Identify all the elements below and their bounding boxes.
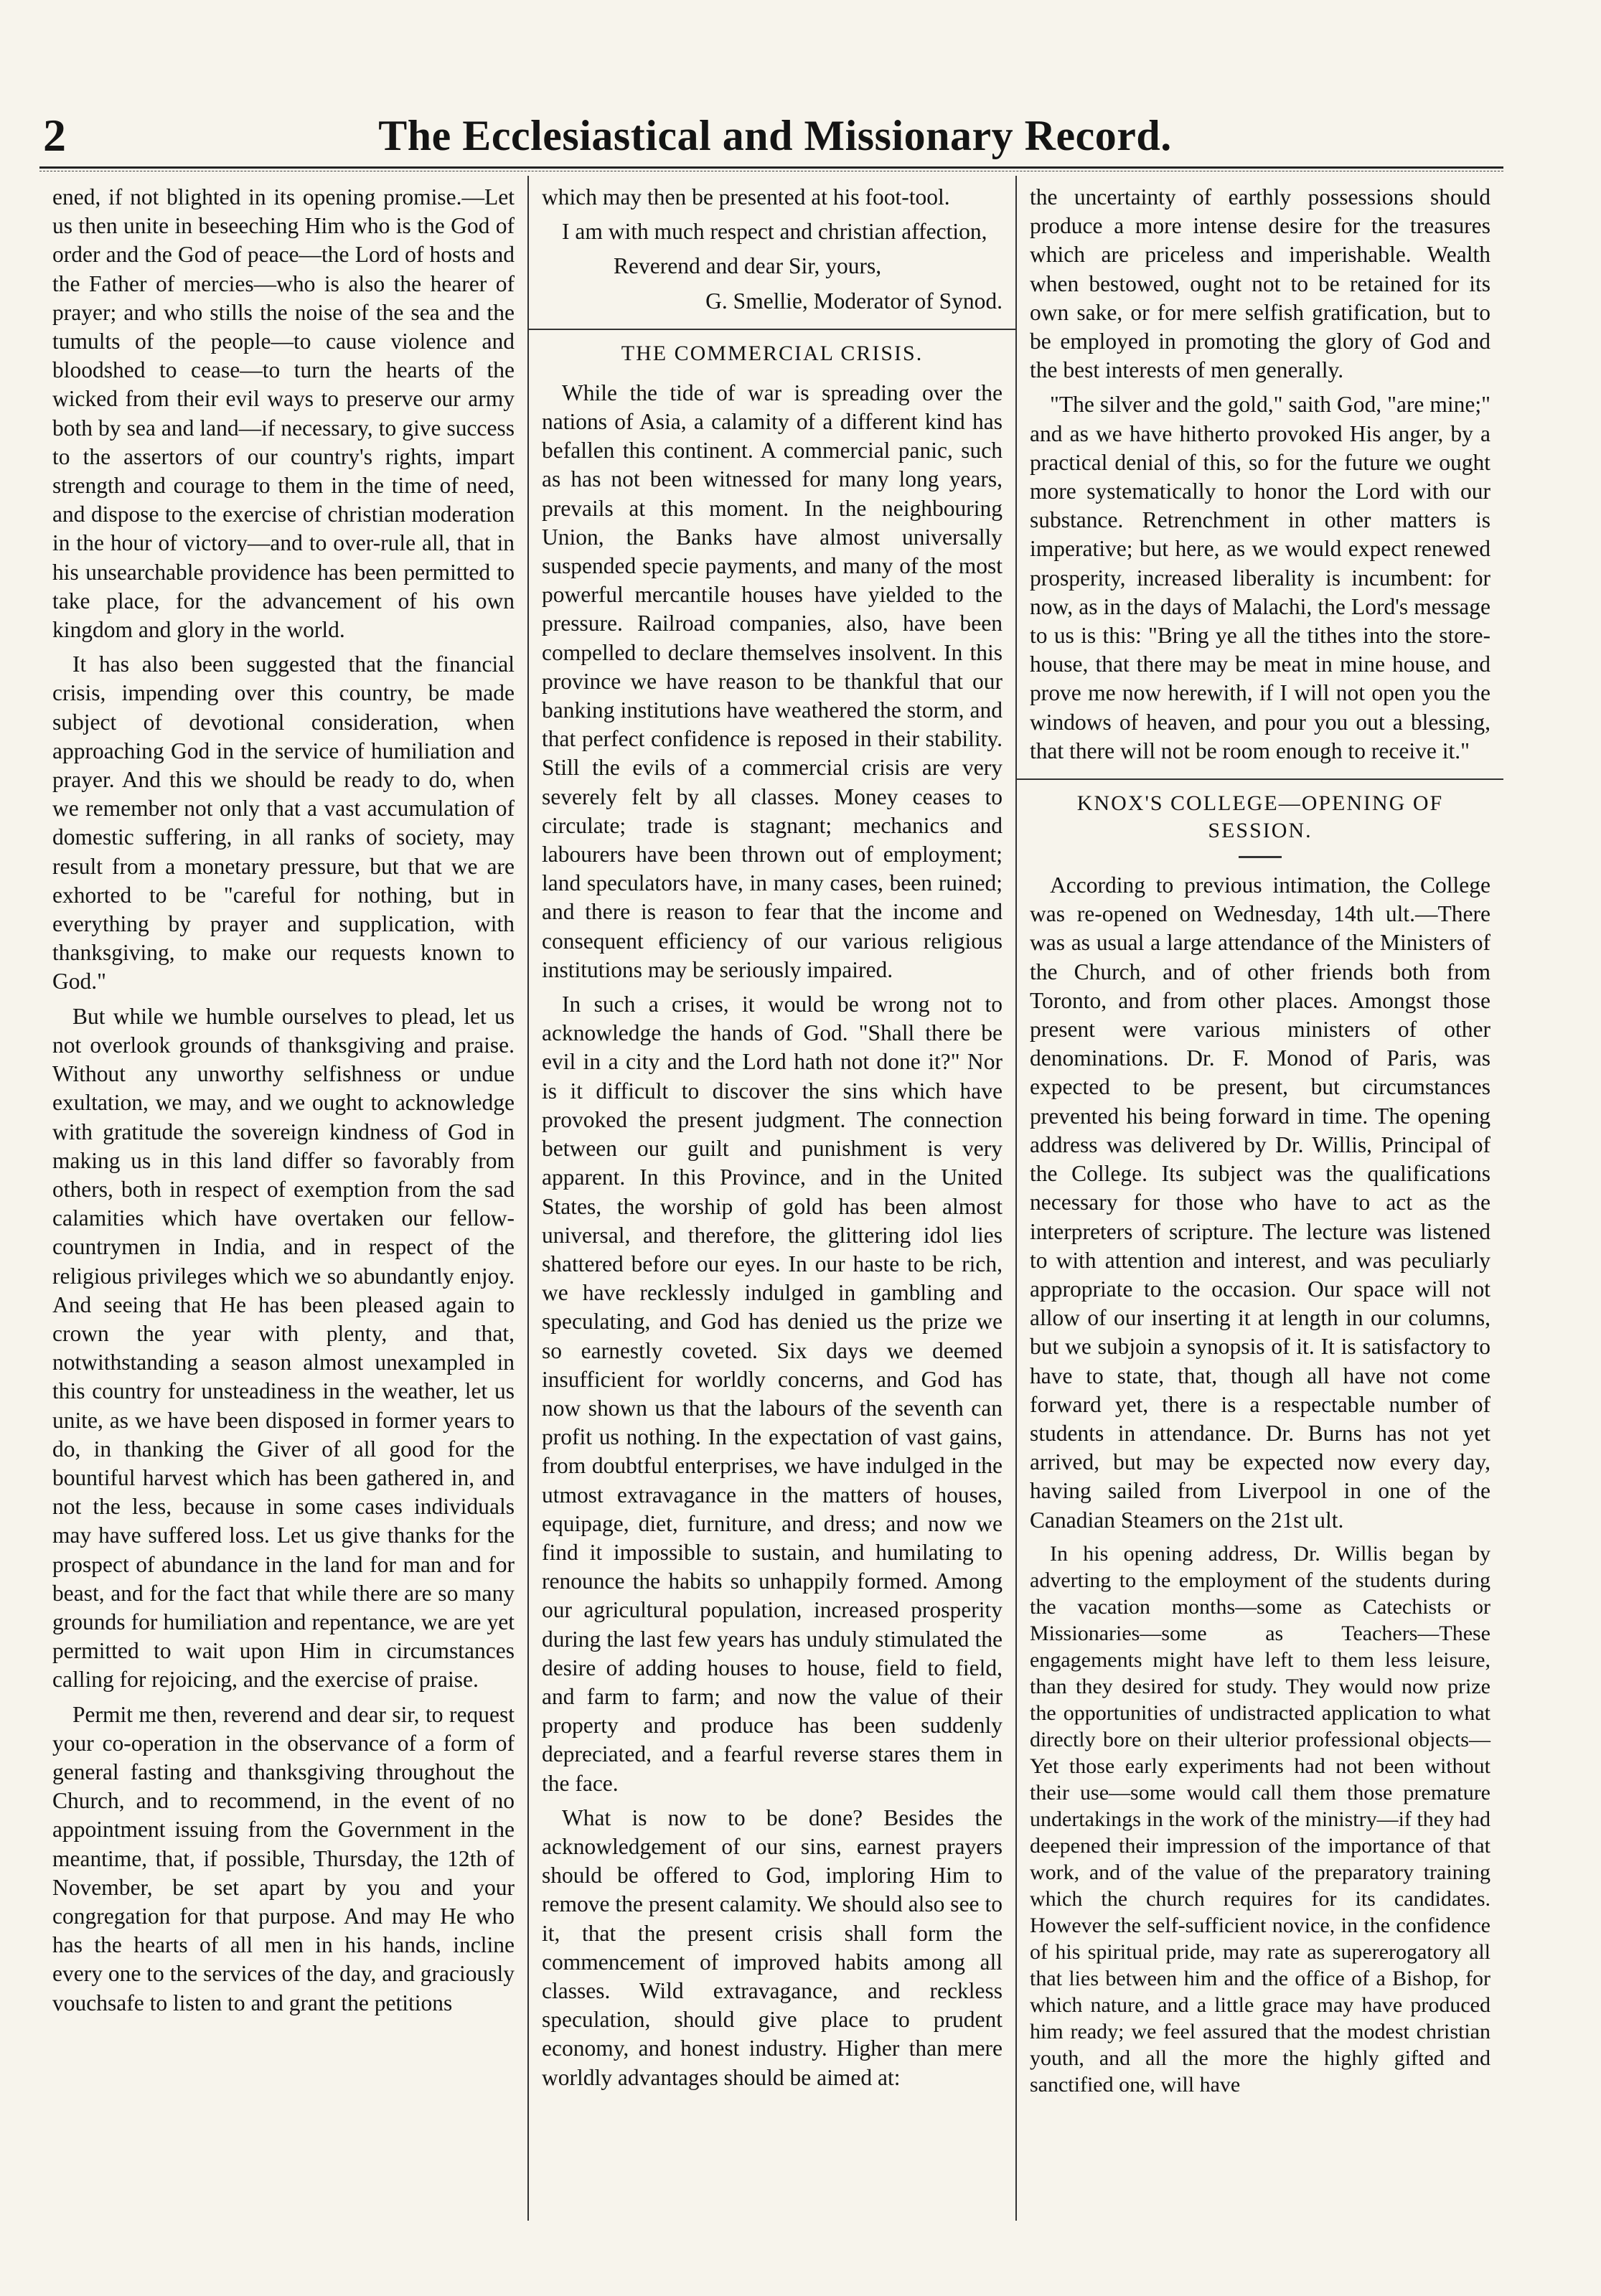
page-header (43, 108, 1507, 164)
article-columns (39, 176, 1507, 2221)
section-divider (1017, 778, 1503, 780)
masthead-title: The Ecclesiastical and Missionary Record. (378, 112, 1172, 159)
page-number: 2 (43, 110, 66, 161)
section-divider (529, 329, 1015, 330)
title-underline (1239, 856, 1282, 858)
section-title-knox-college: KNOX'S COLLEGE—OPENING OF SESSION. (1076, 791, 1444, 843)
letter-signature: G. Smellie, Moderator of Synod. (705, 288, 1003, 314)
paragraph: ened, if not blighted in its opening promise.—Let us then unite in beseeching Him who is the God of order and the God of peace—the Lord of hosts and the Father of mercies—who is also the hearer of prayer; and who stills the noise of the sea and the tumults of the people—to cause violence and bloodshed to cease—to turn the hearts of the wicked from their evil ways to preserve our army both by sea and land—if necessary, to give success to the assertors of our country's rights, impart strength and courage to them in the time of need, and dispose to the exercise of christian moderation in the hour of victory—and to over-rule all, that in his unsearchable providence has been permitted to take place, for the advancement of his own kingdom and glory in the world. (52, 184, 515, 643)
paragraph: But while we humble ourselves to plead, let us not overlook grounds of thanksgiving and praise. Without any unworthy selfishness or undue exultation, we may, and we ought to acknowledge with gratitude the sovereign kindness of God in making us in this land differ so favorably from others, both in respect of exemption from the sad calamities which have overtaken our fellow-countrymen in India, and in respect of the religious privileges which we so abundantly enjoy. And seeing that He has been pleased again to crown the year with plenty, and that, notwithstanding a season almost unexampled in this country for unsteadiness in the weather, let us unite, as we have been disposed in former years to do, in thanking the Giver of all good for the bountiful harvest which has been gathered in, and not the less, because in some cases individuals may have suffered loss. Let us give thanks for the prospect of abundance in the land for man and for beast, and for the fact that while there are so many grounds for humiliation and repentance, we are yet permitted to wait upon Him in circumstances calling for rejoicing, and the exercise of praise. (52, 1003, 515, 1693)
paragraph: In his opening address, Dr. Willis began by adverting to the employment of the students during the vacation months—some as Catechists or Missionaries—some as Teachers—These engagements might have left to them less leisure, than they desired for study. They would now prize the opportunities of undistracted application to what directly bore on their ulterior professional objects—Yet those early experiments had not been without their use—some would call them those premature undertakings in the work of the ministry—if they had deepened their impression of the importance of that work, and of the value of the preparatory training which the church requires for its candidates. However the self-sufficient novice, in the confidence of his spiritual pride, may rate as supererogatory all that lies between him and the office of a Bishop, for which nature, and a little grace may have produced him ready; we feel assured that the modest christian youth, and all the more the highly gifted and sanctified one, will have (1030, 1541, 1490, 2097)
paragraph: the uncertainty of earthly possessions should produce a more intense desire for the treasures which are priceless and imperishable. Wealth when bestowed, ought not to be retained for its own sake, or for mere selfish gratification, but to be employed in promoting the glory of God and the best interests of men generally. (1030, 184, 1490, 383)
letter-salutation: Reverend and dear Sir, yours, (614, 253, 882, 279)
section-title-commercial-crisis: THE COMMERCIAL CRISIS. (621, 341, 924, 365)
paragraph: While the tide of war is spreading over the nations of Asia, a calamity of a different kind has befallen this continent. A commercial panic, such as has not been witnessed for many long years, prevails at this moment. In the neighbouring Union, the Banks have almost universally suspended specie payments, and many of the most powerful mercantile houses have yielded to the pressure. Railroad companies, also, have been compelled to declare themselves insolvent. In this province we have reason to be thankful that our banking institutions have weathered the storm, and that perfect confidence is reposed in their stability. Still the evils of a commercial crisis are very severely felt by all classes. Money ceases to circulate; trade is stagnant; mechanics and labourers have been thrown out of employment; land speculators have, in many cases, been ruined; and there is reason to fear that the income and consequent efficiency of our various religious institutions may be seriously impaired. (542, 380, 1003, 982)
header-rule (39, 166, 1503, 169)
paragraph: What is now to be done? Besides the acknowledgement of our sins, earnest prayers should be offered to God, imploring Him to remove the present calamity. We should also see to it, that the present crisis shall form the commencement of improved habits among all classes. Wild extravagance, and reckless speculation, should give place to prudent economy, and honest industry. Higher than mere worldly advantages should be aimed at: (542, 1805, 1003, 2090)
column-2 (527, 176, 1015, 2221)
paragraph: I am with much respect and christian affection, (562, 219, 987, 245)
paragraph: In such a crises, it would be wrong not to acknowledge the hands of God. "Shall there be evil in a city and the Lord hath not done it?" Nor is it difficult to discover the sins which have provoked the present judgment. The connection between our guilt and punishment is very apparent. In this Province, and in the United States, the worship of gold has been almost universal, and therefore, the glittering idol lies shattered before our eyes. In our haste to be rich, we have recklessly indulged in gambling and speculating, and God has denied us the prize we so earnestly coveted. Six days we deemed insufficient for worldly concerns, and God has now shown us that the labours of the seventh can profit us nothing. In the expectation of vast gains, from doubtful enterprises, we have indulged in the utmost extravagance in the matters of houses, equipage, diet, furniture, and dress; and now we find it impossible to sustain, and humilating to renounce the habits so unhappily formed. Among our agricultural population, increased prosperity during the last few years has unduly stimulated the desire of adding houses to house, field to field, and farm to farm; and now the value of their property and produce has been suddenly depreciated, and a fearful reverse stares them in the face. (542, 992, 1003, 1796)
column-1 (39, 176, 527, 2221)
paragraph: It has also been suggested that the financial crisis, impending over this country, be made subject of devotional consideration, when approaching God in the service of humiliation and prayer. And this we should be ready to do, when we remember not only that a vast accumulation of domestic suffering, in all ranks of society, may result from a monetary pressure, but that we are exhorted to be "careful for nothing, but in everything by prayer and supplication, with thanksgiving, to make our requests known to God." (52, 651, 515, 994)
column-3 (1015, 176, 1503, 2221)
paragraph: Permit me then, reverend and dear sir, to request your co-operation in the observance of a form of general fasting and thanksgiving throughout the Church, and to recommend, in the event of no appointment issuing from the Government in the meantime, that, if possible, Thursday, the 12th of November, be set apart by you and your congregation for that purpose. And may He who has the hearts of all men in his hands, incline every one to the services of the day, and graciously vouchsafe to listen to and grant the petitions (52, 1701, 515, 2015)
paragraph: which may then be presented at his foot-tool. (542, 184, 950, 210)
paragraph: "The silver and the gold," saith God, "are mine;" and as we have hitherto provoked His anger, by a practical denial of this, so for the future we ought more systematically to honor the Lord with our substance. Retrenchment in other matters is imperative; but here, as we would expect renewed prosperity, increased liberality is incumbent: for now, as in the days of Malachi, the Lord's message to us is this: "Bring ye all the tithes into the store-house, that there may be meat in mine house, and prove me now herewith, if I will not open you the windows of heaven, and pour you out a blessing, that there will not be room enough to receive it." (1030, 392, 1490, 763)
paragraph: According to previous intimation, the College was re-opened on Wednesday, 14th ult.—There was as usual a large attendance of the Ministers of the Church, and of other friends both from Toronto, and from other places. Amongst those present were various ministers of other denominations. Dr. F. Monod of Paris, was expected to be present, but circumstances prevented his being forward in time. The opening address was delivered by Dr. Willis, Principal of the College. Its subject was the qualifications necessary for those who have to act as the interpreters of scripture. The lecture was listened to with attention and interest, and was peculiarly appropriate to the occasion. Our space will not allow of our inserting it at length in our columns, but we subjoin a synopsis of it. It is satisfactory to have to state, that, though all have not come forward yet, there is a respectable number of students in attendance. Dr. Burns has not yet arrived, but may be expected now every day, having sailed from Liverpool in one of the Canadian Steamers on the 21st ult. (1030, 872, 1490, 1533)
